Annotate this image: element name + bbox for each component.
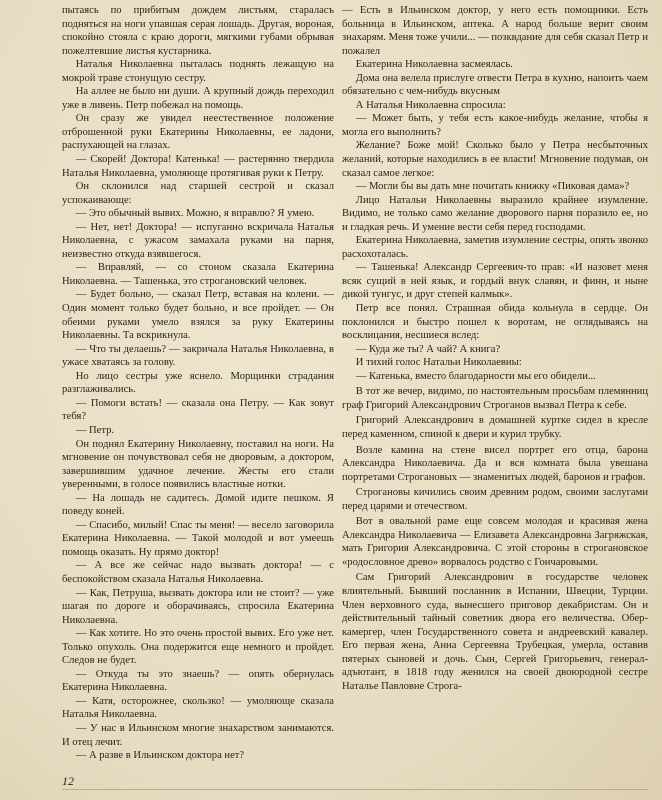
paragraph: Он поднял Екатерину Николаевну, поставил на ноги. На мгновение он почувствовал себя не дворовым, а доктором, завершившим удачное лечение. Жесты его стали уверенными, в голосе появились властные нотки. — [62, 438, 334, 491]
paragraph: — Что ты делаешь? — закричала Наталья Николаевна, в ужасе хватаясь за голову. — [62, 343, 334, 369]
paragraph: — Куда же ты? А чай? А книга? — [355, 343, 501, 355]
paragraph: Дома она велела прислуге отвести Петра в кухню, напоить чаем обязательно с чем-нибудь вкусным — [342, 72, 648, 98]
paragraph: Сам Григорий Александрович в государстве человек влиятельный. Бывший посланник в Испании, Швеции, Турции. Член верховного суда, вынесшего приговор декабристам. Он и действительный тайный советник двора его величества. Обер-камергер, член Государственного совета и андреевский кавалер. Его первая жена, Анна Сергеевна Трубецкая, умерла, оставив пятерых сыновей и дочь. Сын, Сергей Григорьевич, генерал-адъютант, в 1818 году женился на своей двоюродной сестре Наталье Павловне Строга- — [342, 572, 648, 692]
paragraph: пытаясь по прибитым дождем листьям, стараласъ подняться на ноги упавшая серая лошадь. Другая, вороная, спокойно стояла с краю дороги, мягкими губами обрывая пожелтевшие листья кустарника. — [62, 5, 334, 57]
page-number: 12 — [62, 774, 74, 788]
paragraph: Екатерина Николаевна засмеялась. — [355, 59, 513, 71]
paragraph: — Спасибо, милый! Спас ты меня! — весело заговорила Екатерина Николаевна. — Такой молодой и вот умеешь помощь оказать. Ну прямо доктор! — [62, 519, 334, 558]
paragraph: — Как хотите. Но это очень простой вывих. Его уже нет. Только опухоль. Она подержится еще немного и пройдет. Следов не будет. — [62, 628, 334, 667]
paragraph: Наталья Николаевна пыталась поднять лежащую на мокрой траве стонущую сестру. — [62, 59, 334, 84]
paragraph: Строгановы кичились своим древним родом, своими заслугами перед царями и отечеством. — [342, 487, 648, 512]
paragraph: — Это обычный вывих. Можно, я вправлю? Я умею. — [75, 208, 315, 220]
paragraph: — Есть в Ильинском доктор, у него есть помощники. Есть больница в Ильинском, аптека. А народ больше верит своим знахарям. Меня тоже учили... — позквдание для себя сказал Петр и пожалел — [342, 5, 648, 57]
paragraph: Но лицо сестры уже яснело. Морщинки страдания разглаживались. — [62, 370, 334, 396]
paragraph: Григорий Александрович в домашней куртке сидел в кресле перед каменном, спиной к двери и курил трубку. — [342, 415, 648, 440]
paragraph: — Помоги встать! — сказала она Петру. — Как зовут тебя? — [62, 397, 334, 423]
paragraph: — Могли бы вы дать мне почитать книжку «Пиковая дама»? — [355, 181, 630, 193]
paragraph: — Скорей! Доктора! Катенька! — растерянно твердила Наталья Николаевна, умоляюще протягивая руки к Петру. — [62, 154, 334, 179]
paragraph: — А разве в Ильинском доктора нет? — [75, 750, 245, 762]
paragraph: В тот же вечер, видимо, по настоятельным просьбам племянниц граф Григорий Александрович Строганов вызвал Петра к себе. — [342, 386, 648, 411]
paragraph: Желание? Боже мой! Сколько было у Петра несбыточных желаний, которые находились в ее власти! Мгновение подумав, он сказал самое легкое: — [342, 140, 648, 179]
paragraph: — Нет, нет! Доктора! — испуганно вскричала Наталья Николаевна, с ужасом замахала руками на парня, неизвестно откуда взявшегося. — [62, 221, 334, 260]
paragraph: — У нас в Ильинском многие знахарством занимаются. И отец лечит. — [62, 722, 334, 748]
paragraph: — А все же сейчас надо вызвать доктора! — с беспокойством сказала Наталья Николаевна. — [62, 560, 334, 585]
paragraph: На аллее не было ни души. А крупный дождь переходил уже в ливень. Петр побежал на помощь. — [62, 86, 334, 111]
paragraph: — Катенька, вместо благодарности мы его обидели... — [355, 370, 596, 382]
paragraph: — Петр. — [75, 424, 115, 436]
right-column — [342, 4, 648, 693]
paragraph: Лицо Натальи Николаевны выразило крайнее изумление. Видимо, не только само желание дворового парня поразило ее, но и гладкая речь. И умение вести себя перед господами. — [342, 194, 648, 233]
paragraph: — Вправляй, — со стоном сказала Екатерина Николаевна. — Ташенька, это строгановский человек. — [62, 262, 334, 287]
paragraph: — Ташенька! Александр Сергеевич-то прав: «И назовет меня всяк сущий в ней язык, и гордый внук славян, и финн, и ныне дикой тунгус, и друг степей калмык». — [342, 262, 648, 301]
paragraph: — Откуда ты это знаешь? — опять обернулась Екатерина Николаевна. — [62, 668, 334, 694]
paragraph: Вот в овальной раме еще совсем молодая и красивая жена Александра Николаевича — Елизавета Александровна Загряжская, мать Григория Александровича. С этой стороны в строгановское «родословное древо» ворвалось родство с Гончаровыми. — [342, 516, 648, 568]
paragraph: — На лошадь не садитесь. Домой идите пешком. Я поведу коней. — [62, 492, 334, 518]
paragraph: — Будет больно, — сказал Петр, вставая на колени. — Один момент только будет больно, и все пройдет. — Он обеими руками умело взялся за руку Екатерины Николаевны. Та вскрикнула. — [62, 289, 334, 342]
paragraph: — Может быть, у тебя есть какое-нибудь желание, чтобы я могла его выполнить? — [342, 113, 648, 138]
bottom-rule — [62, 789, 648, 790]
paragraph: А Наталья Николаевна спросила: — [355, 99, 506, 111]
paragraph: Он сразу же увидел неестественное положение отброшенной руки Екатерины Николаевны, ее ладони, распухающей на глазах. — [62, 113, 334, 152]
paragraph: Он склонился над старшей сестрой и сказал успокаивающе: — [62, 181, 334, 206]
paragraph: Екатерина Николаевна, заметив изумление сестры, опять звонко расхохоталась. — [342, 235, 648, 260]
paragraph: Возле камина на стене висел портрет его отца, барона Александра Николаевича. Да и вся комната была увешана портретами Строгановых — знаменитых людей, баронов и графов. — [342, 444, 648, 483]
left-column — [62, 4, 334, 763]
paragraph: — Катя, осторожнее, скользко! — умоляюще сказала Наталья Николаевна. — [62, 695, 334, 721]
paragraph: — Как, Петруша, вызвать доктора или не стоит? — уже шагая по дороге и оборачиваясь, спросила Екатерина Николаевна. — [62, 587, 334, 626]
paragraph: Петр все понял. Страшная обида кольнула в сердце. Он поклонился и быстро пошел к воротам, не оглядываясь на восклицания, несшиеся вслед: — [342, 303, 648, 342]
paragraph: И тихий голос Натальи Николаевны: — [355, 357, 522, 369]
